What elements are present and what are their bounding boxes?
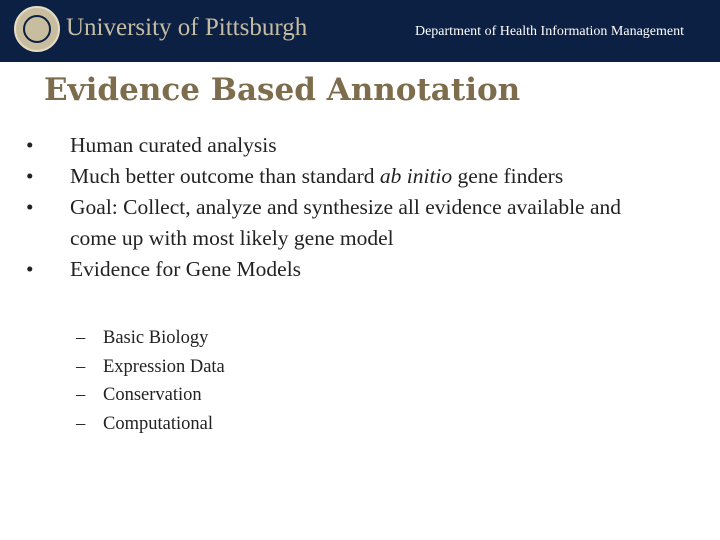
university-name: University of Pittsburgh <box>66 14 308 41</box>
bullet-list <box>26 130 666 285</box>
sub-bullet-item <box>76 353 225 382</box>
bullet-item <box>26 192 666 254</box>
bullet-marker: • <box>26 195 34 219</box>
bullet-text: Goal: Collect, analyze and synthesize all evidence available and come up with most likely gene model <box>70 195 622 250</box>
bullet-text: Evidence for Gene Models <box>70 257 302 281</box>
bullet-item <box>26 161 666 192</box>
bullet-item <box>26 254 666 285</box>
bullet-item <box>26 130 666 161</box>
dash-marker: – <box>76 413 86 434</box>
sub-bullet-list <box>76 324 225 438</box>
sub-bullet-text: Conservation <box>103 385 202 405</box>
seal-inner-ring <box>23 15 51 43</box>
sub-bullet-text: Computational <box>103 413 213 434</box>
sub-bullet-item <box>76 381 225 410</box>
sub-bullet-item <box>76 410 225 439</box>
sub-bullet-text: Basic Biology <box>103 328 209 348</box>
department-name: Department of Health Information Management <box>414 24 684 39</box>
header-banner <box>0 0 720 62</box>
bullet-text: Human curated analysis <box>70 133 277 157</box>
bullet-text-part: gene finders <box>452 164 564 188</box>
dash-marker: – <box>76 356 86 377</box>
slide-title: Evidence Based Annotation <box>44 72 521 108</box>
bullet-marker: • <box>26 164 34 188</box>
bullet-marker: • <box>26 257 34 281</box>
bullet-text-italic: ab initio <box>379 164 453 188</box>
university-seal-icon <box>14 6 60 52</box>
sub-bullet-item <box>76 324 225 353</box>
bullet-marker: • <box>26 133 34 157</box>
dash-marker: – <box>76 328 86 348</box>
sub-bullet-text: Expression Data <box>103 356 225 377</box>
bullet-text-part: Much better outcome than standard <box>70 164 380 188</box>
dash-marker: – <box>76 385 86 405</box>
